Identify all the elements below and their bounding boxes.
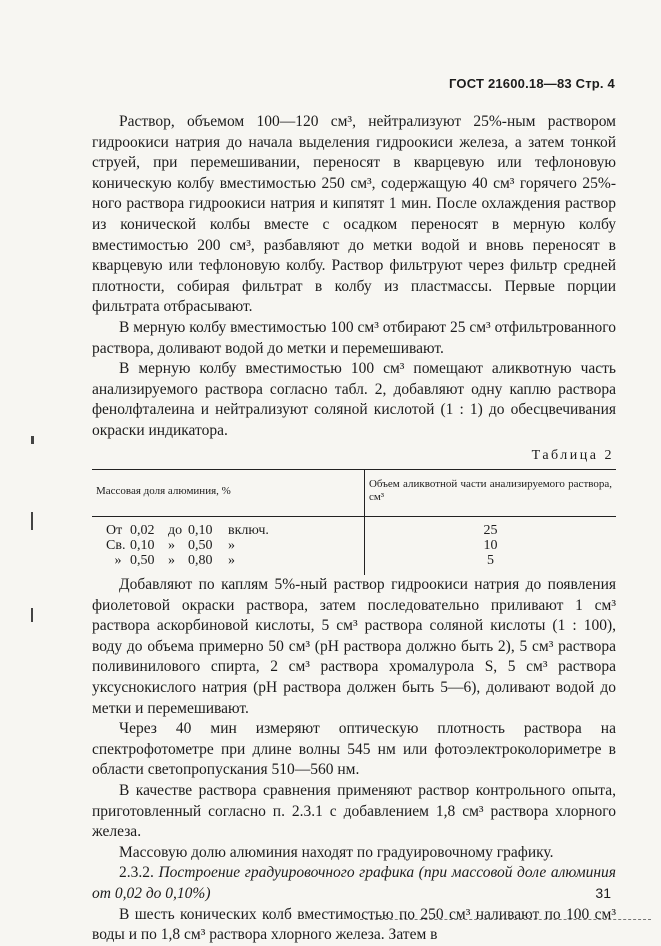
data-table: [92, 469, 616, 575]
paragraph: В шесть конических колб вместимостью по 250 см³ наливают по 100 см³ воды и по 1,8 см³ раствора хлорного железа. Затем в: [92, 905, 616, 944]
table-header-mass-fraction: Массовая доля алюминия, %: [92, 470, 364, 517]
section-heading: [92, 863, 616, 904]
mass-fraction-range: От 0,02 до 0,10 включ.: [92, 517, 364, 539]
margin-mark: [31, 436, 34, 444]
paragraph: Массовую долю алюминия находят по градуировочному графику.: [119, 843, 554, 861]
aliquot-volume: 5: [486, 553, 494, 569]
table-row: [92, 553, 616, 575]
aliquot-volume: 25: [483, 523, 498, 539]
table-header-volume: Объем аликвотной части анализируемого раствора, см³: [364, 470, 616, 517]
paragraph: Через 40 мин измеряют оптическую плотность раствора на спектрофотометре при длине волны 545 нм или фотоэлектроколориметре в области светопропускания 510—560 нм.: [92, 720, 616, 779]
mass-fraction-range: Св. 0,10 » 0,50 »: [92, 538, 364, 553]
paragraph: Добавляют по каплям 5%-ный раствор гидроокиси натрия до появления фиолетовой окраски раствора, затем последовательно приливают 1 см³ раствора аскорбиновой кислоты, 5 см³ раствора соляной кислоты (1 : 100), воду до объема примерно 50 см³ (pH раствора должно быть 2), 5 см³ раствора поливинилового спирта, 2 см³ раствора хромалурола S, 5 см³ раствора уксуснокислого натрия (pH раствора должен быть 5—6), доливают водой до метки и перемешивают.: [92, 576, 616, 717]
table-row: [92, 517, 616, 539]
margin-mark: [31, 512, 33, 530]
paragraph: В мерную колбу вместимостью 100 см³ отбирают 25 см³ отфильтрованного раствора, доливают водой до метки и перемешивают.: [92, 318, 616, 357]
mass-fraction-range: » 0,50 » 0,80 »: [92, 553, 364, 575]
page-edge-rule: [360, 919, 651, 920]
paragraph: Раствор, объемом 100—120 см³, нейтрализуют 25%-ным раствором гидроокиси натрия до начала выделения гидроокиси железа, а затем тонкой струей, при перемешивании, переносят в кварцевую или тефлоновую коническую колбу вместимостью 250 см³, содержащую 40 см³ горячего 25%-ного раствора гидроокиси натрия и кипятят 1 мин. После охлаждения раствор из конической колбы вместе с осадком переносят в мерную колбу вместимостью 200 см³, разбавляют до метки водой и вновь переносят в кварцевую или тефлоновую колбу. Раствор фильтруют через фильтр средней плотности, собирая фильтрат в колбу из пластмассы. Первые порции фильтрата отбрасывают.: [92, 113, 616, 316]
table-caption: Таблица 2: [531, 447, 614, 463]
margin-mark: [31, 608, 33, 622]
table-row: [92, 538, 616, 553]
page-number: 31: [595, 885, 611, 901]
page-header: ГОСТ 21600.18—83 Стр. 4: [449, 76, 615, 91]
paragraph: В качестве раствора сравнения применяют раствор контрольного опыта, приготовленный согласно п. 2.3.1 с добавлением 1,8 см³ раствора хлорного железа.: [92, 782, 616, 841]
paragraph: В мерную колбу вместимостью 100 см³ помещают аликвотную часть анализируемого раствора согласно табл. 2, добавляют одну каплю раствора фенолфталеина и нейтрализуют соляной кислотой (1 : 1) до обесцвечивания окраски индикатора.: [92, 360, 616, 439]
aliquot-volume: 10: [483, 538, 498, 554]
section-number: 2.3.2.: [119, 864, 154, 882]
document-body: [92, 112, 616, 946]
section-title: Построение градуировочного графика (при массовой доле алюминия от 0,02 до 0,10%): [92, 864, 617, 902]
